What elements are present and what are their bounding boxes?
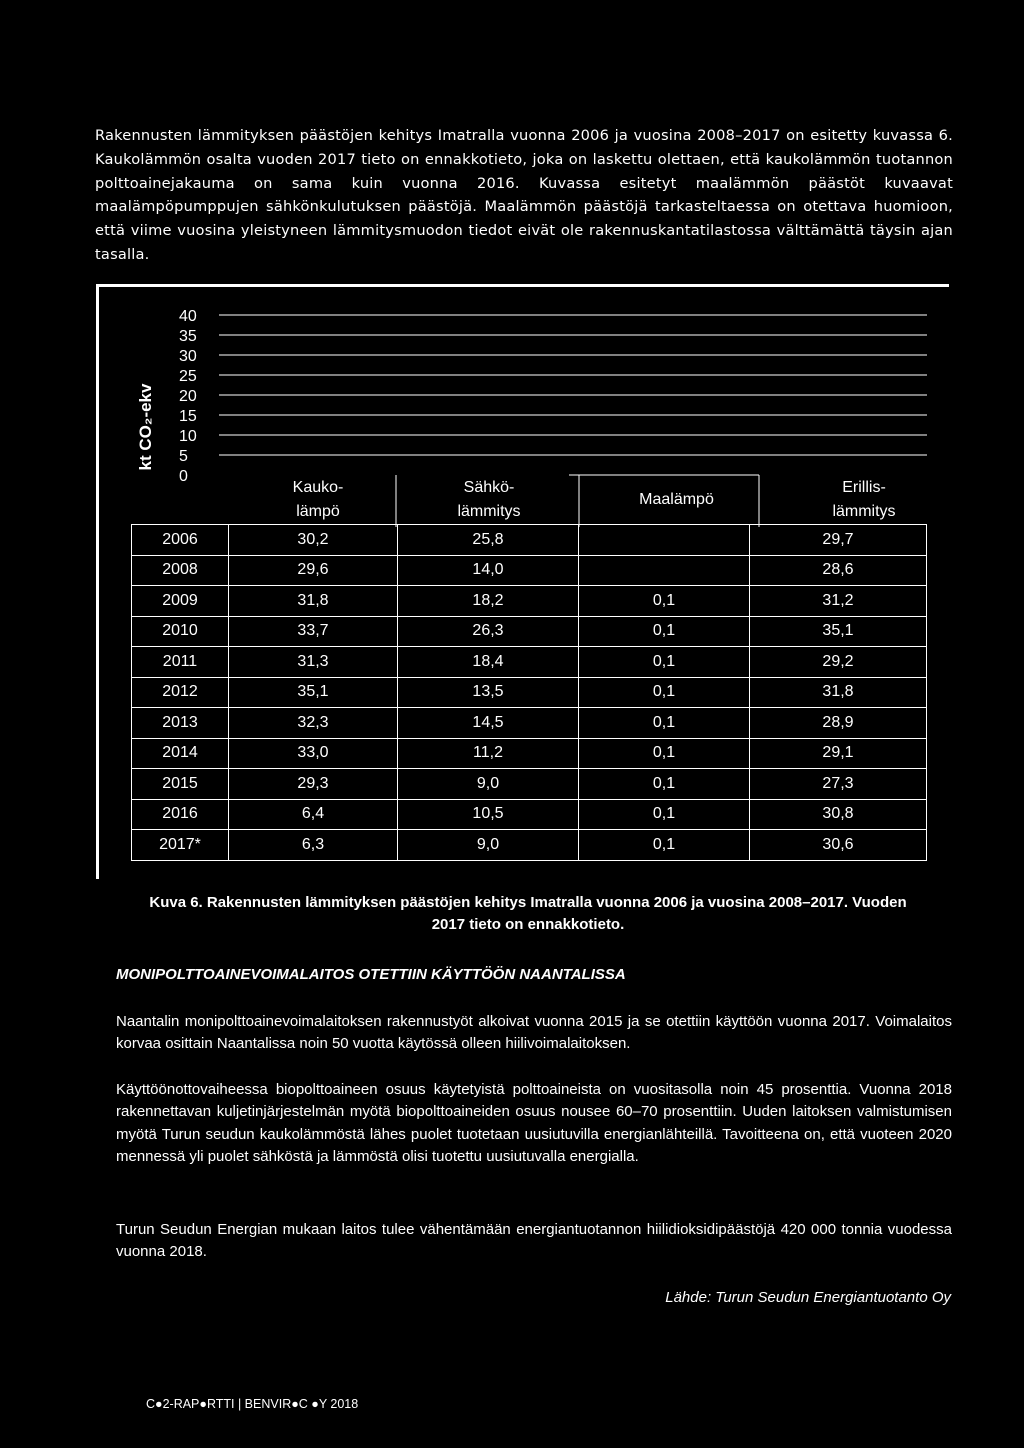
value-cell: 29,3 bbox=[229, 769, 398, 800]
table-row bbox=[132, 586, 927, 617]
source-credit: Lähde: Turun Seudun Energiantuotanto Oy bbox=[665, 1289, 951, 1306]
y-tick-label: 30 bbox=[179, 348, 197, 365]
year-cell: 2011 bbox=[132, 647, 229, 678]
value-cell: 0,1 bbox=[579, 738, 750, 769]
column-header-kaukolampo bbox=[258, 476, 378, 524]
column-header-line: Erillis- bbox=[842, 479, 886, 496]
column-header-line: lämmitys bbox=[457, 503, 521, 520]
year-cell: 2014 bbox=[132, 738, 229, 769]
value-cell: 33,0 bbox=[229, 738, 398, 769]
value-cell: 30,6 bbox=[750, 830, 927, 861]
value-cell: 27,3 bbox=[750, 769, 927, 800]
value-cell: 30,2 bbox=[229, 525, 398, 556]
table-row bbox=[132, 799, 927, 830]
column-header-line: Kauko- bbox=[292, 479, 344, 496]
value-cell: 18,2 bbox=[398, 586, 579, 617]
emissions-data-table bbox=[131, 524, 927, 861]
year-cell: 2017* bbox=[132, 830, 229, 861]
column-header-erillislammitys bbox=[784, 476, 944, 524]
table-row bbox=[132, 738, 927, 769]
value-cell: 0,1 bbox=[579, 799, 750, 830]
y-tick-label: 10 bbox=[179, 428, 197, 445]
value-cell: 9,0 bbox=[398, 769, 579, 800]
y-tick-label: 15 bbox=[179, 408, 197, 425]
table-row bbox=[132, 555, 927, 586]
y-tick-label: 20 bbox=[179, 388, 197, 405]
y-tick-label: 40 bbox=[179, 308, 197, 325]
value-cell: 31,3 bbox=[229, 647, 398, 678]
year-cell: 2015 bbox=[132, 769, 229, 800]
year-cell: 2012 bbox=[132, 677, 229, 708]
caption-line: 2017 tieto on ennakkotieto. bbox=[431, 916, 625, 933]
value-cell: 18,4 bbox=[398, 647, 579, 678]
column-header-line: Maalämpö bbox=[639, 491, 714, 508]
caption-line: Kuva 6. Rakennusten lämmityksen päästöjen kehitys Imatralla vuonna 2006 ja vuosina 2008–2017. Vuoden bbox=[149, 894, 907, 911]
article-paragraph-2: Käyttöönottovaiheessa biopolttoaineen osuus käytetyistä polttoaineista on vuositasolla noin 45 prosenttia. Vuonna 2018 rakennettavan kuljetinjärjestelmän myötä biopolttoaineiden osuus nousee 60–70 prosenttiin. Uuden laitoksen valmistumisen myötä Turun seudun kaukolämmöstä lähes puolet tuotetaan uusiutuvilla energianlähteillä. Tavoitteena on, että vuoteen 2020 mennessä yli puolet sähköstä ja lämmöstä olisi tuotettu uusiutuvalla energialla. bbox=[116, 1081, 952, 1166]
table-row bbox=[132, 647, 927, 678]
value-cell: 0,1 bbox=[579, 708, 750, 739]
value-cell: 29,7 bbox=[750, 525, 927, 556]
y-axis-label: kt CO₂-ekv bbox=[136, 383, 155, 471]
value-cell bbox=[579, 525, 750, 556]
y-tick-label: 35 bbox=[179, 328, 197, 345]
column-header-maalampo bbox=[594, 488, 759, 512]
table-row bbox=[132, 677, 927, 708]
column-header-line: Sähkö- bbox=[463, 479, 515, 496]
value-cell: 29,1 bbox=[750, 738, 927, 769]
value-cell: 28,6 bbox=[750, 555, 927, 586]
value-cell: 6,4 bbox=[229, 799, 398, 830]
column-header-line: lämmitys bbox=[832, 503, 896, 520]
value-cell: 32,3 bbox=[229, 708, 398, 739]
value-cell: 28,9 bbox=[750, 708, 927, 739]
table-row bbox=[132, 708, 927, 739]
value-cell: 31,2 bbox=[750, 586, 927, 617]
year-cell: 2010 bbox=[132, 616, 229, 647]
value-cell bbox=[579, 555, 750, 586]
value-cell: 35,1 bbox=[229, 677, 398, 708]
year-cell: 2009 bbox=[132, 586, 229, 617]
value-cell: 11,2 bbox=[398, 738, 579, 769]
value-cell: 26,3 bbox=[398, 616, 579, 647]
article-paragraph-3: Turun Seudun Energian mukaan laitos tulee vähentämään energiantuotannon hiilidioksidipäästöjä 420 000 tonnia vuodessa vuonna 2018. bbox=[116, 1221, 952, 1261]
year-cell: 2016 bbox=[132, 799, 229, 830]
value-cell: 0,1 bbox=[579, 616, 750, 647]
column-header-line: lämpö bbox=[296, 503, 340, 520]
year-cell: 2013 bbox=[132, 708, 229, 739]
article-heading: MONIPOLTTOAINEVOIMALAITOS OTETTIIN KÄYTTÖÖN NAANTALISSA bbox=[116, 966, 626, 983]
year-cell: 2006 bbox=[132, 525, 229, 556]
value-cell: 29,6 bbox=[229, 555, 398, 586]
y-tick-label: 5 bbox=[179, 448, 188, 465]
page-footer: C●2-RAP●RTTI | BENVIR●C ●Y 2018 bbox=[146, 1397, 359, 1411]
value-cell: 31,8 bbox=[229, 586, 398, 617]
value-cell: 0,1 bbox=[579, 769, 750, 800]
y-tick-label: 25 bbox=[179, 368, 197, 385]
value-cell: 31,8 bbox=[750, 677, 927, 708]
value-cell: 14,0 bbox=[398, 555, 579, 586]
intro-paragraph: Rakennusten lämmityksen päästöjen kehitys Imatralla vuonna 2006 ja vuosina 2008–2017 on esitetty kuvassa 6. Kaukolämmön osalta vuoden 2017 tieto on ennakkotieto, joka on laskettu olettaen, että kaukolämmön tuotannon polttoainejakauma on sama kuin vuonna 2016. Kuvassa esitetyt maalämmön päästöt kuvaavat maalämpöpumppujen sähkönkulutuksen päästöjä. Maalämmön päästöjä tarkasteltaessa on otettava huomioon, että viime vuosina yleistyneen lämmitysmuodon tiedot eivät ole rakennuskantatilastossa välttämättä täysin ajan tasalla. bbox=[95, 127, 953, 263]
table-row bbox=[132, 525, 927, 556]
value-cell: 14,5 bbox=[398, 708, 579, 739]
figure-caption bbox=[100, 892, 956, 936]
value-cell: 10,5 bbox=[398, 799, 579, 830]
table-row bbox=[132, 769, 927, 800]
value-cell: 9,0 bbox=[398, 830, 579, 861]
column-header-sahkolammitys bbox=[409, 476, 569, 524]
value-cell: 0,1 bbox=[579, 677, 750, 708]
table-row bbox=[132, 616, 927, 647]
value-cell: 13,5 bbox=[398, 677, 579, 708]
value-cell: 25,8 bbox=[398, 525, 579, 556]
year-cell: 2008 bbox=[132, 555, 229, 586]
value-cell: 0,1 bbox=[579, 830, 750, 861]
value-cell: 0,1 bbox=[579, 647, 750, 678]
value-cell: 35,1 bbox=[750, 616, 927, 647]
value-cell: 29,2 bbox=[750, 647, 927, 678]
y-tick-label: 0 bbox=[179, 468, 188, 485]
value-cell: 30,8 bbox=[750, 799, 927, 830]
article-paragraph-1: Naantalin monipolttoainevoimalaitoksen rakennustyöt alkoivat vuonna 2015 ja se otettiin käyttöön vuonna 2017. Voimalaitos korvaa osittain Naantalissa noin 50 vuotta käytössä olleen hiilivoimalaitoksen. bbox=[116, 1013, 952, 1053]
table-row bbox=[132, 830, 927, 861]
value-cell: 33,7 bbox=[229, 616, 398, 647]
value-cell: 6,3 bbox=[229, 830, 398, 861]
value-cell: 0,1 bbox=[579, 586, 750, 617]
